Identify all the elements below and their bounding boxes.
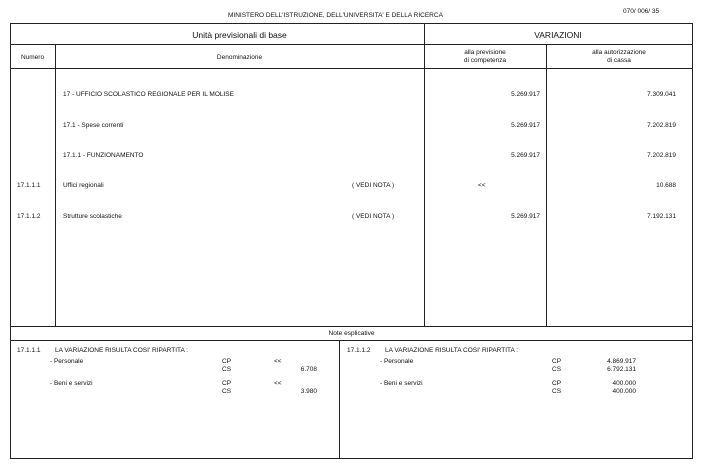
note-cp-label: CP <box>222 380 232 387</box>
row-competenza: 5.269.917 <box>511 152 540 159</box>
note-cp-label: CP <box>552 358 562 365</box>
table-left-border <box>10 23 11 459</box>
note-cs-label: CS <box>222 388 232 395</box>
note-item-label: - Beni e servizi <box>380 380 423 387</box>
row-numero: 17.1.1.2 <box>17 213 41 220</box>
section-variazioni: VARIAZIONI <box>534 30 582 40</box>
row-denominazione: 17.1.1 - FUNZIONAMENTO <box>63 152 144 159</box>
row-cassa: 7.309.041 <box>647 91 676 98</box>
section-upb: Unità previsionali di base <box>192 30 287 40</box>
note-cp-value: << <box>274 380 282 387</box>
notes-title: Note esplicative <box>328 330 375 337</box>
note-cp-label: CP <box>222 358 232 365</box>
note-cp-value: << <box>274 358 282 365</box>
table-right-border <box>692 23 693 459</box>
col-cassa: alla autorizzazione di cassa <box>592 49 646 64</box>
note-cp-value: 400.000 <box>612 380 636 387</box>
table-top-border <box>10 23 693 24</box>
row-competenza: << <box>478 182 486 189</box>
note-cs-value: 3.980 <box>300 388 317 395</box>
notes-top-border <box>10 326 693 327</box>
note-code: 17.1.1.1 <box>17 347 41 354</box>
note-cs-value: 6.708 <box>300 366 317 373</box>
row-denominazione: Strutture scolastiche <box>63 213 122 220</box>
col-competenza: alla previsione di competenza <box>463 49 507 64</box>
variazioni-divider <box>424 23 425 326</box>
row-competenza: 5.269.917 <box>511 122 540 129</box>
row-denominazione: Uffici regionali <box>63 182 104 189</box>
numero-column-divider <box>55 44 56 326</box>
note-item-label: - Personale <box>380 358 414 365</box>
row-competenza: 5.269.917 <box>511 91 540 98</box>
note-item-label: - Beni e servizi <box>50 380 93 387</box>
row-nota: ( VEDI NOTA ) <box>352 213 395 220</box>
section-header-divider <box>10 44 693 45</box>
row-competenza: 5.269.917 <box>511 213 540 220</box>
note-cs-value: 400.000 <box>612 388 636 395</box>
notes-column-divider <box>339 340 340 458</box>
page-code: 070/ 006/ 35 <box>623 8 660 15</box>
note-item-label: - Personale <box>50 358 84 365</box>
notes-title-divider <box>10 340 693 341</box>
column-header-divider <box>10 68 693 69</box>
note-heading: LA VARIAZIONE RISULTA COSI' RIPARTITA : <box>385 347 519 354</box>
note-cp-label: CP <box>552 380 562 387</box>
row-denominazione: 17.1 - Spese correnti <box>63 122 124 129</box>
row-cassa: 10.688 <box>656 182 676 189</box>
row-numero: 17.1.1.1 <box>17 182 41 189</box>
note-cp-value: 4.869.917 <box>607 358 636 365</box>
table-bottom-border <box>10 458 693 459</box>
col-numero: Numero <box>20 54 45 61</box>
col-denominazione: Denominazione <box>216 54 263 61</box>
ministry-header: MINISTERO DELL'ISTRUZIONE, DELL'UNIVERSITA' E DELLA RICERCA <box>228 12 443 19</box>
row-cassa: 7.202.819 <box>647 152 676 159</box>
row-nota: ( VEDI NOTA ) <box>352 182 395 189</box>
note-cs-value: 6.792.131 <box>607 366 636 373</box>
row-denominazione: 17 - UFFICIO SCOLASTICO REGIONALE PER IL MOLISE <box>63 91 234 98</box>
note-heading: LA VARIAZIONE RISULTA COSI' RIPARTITA : <box>55 347 189 354</box>
note-cs-label: CS <box>222 366 232 373</box>
note-code: 17.1.1.2 <box>347 347 371 354</box>
note-cs-label: CS <box>552 366 562 373</box>
row-cassa: 7.202.819 <box>647 122 676 129</box>
row-cassa: 7.192.131 <box>647 213 676 220</box>
note-cs-label: CS <box>552 388 562 395</box>
